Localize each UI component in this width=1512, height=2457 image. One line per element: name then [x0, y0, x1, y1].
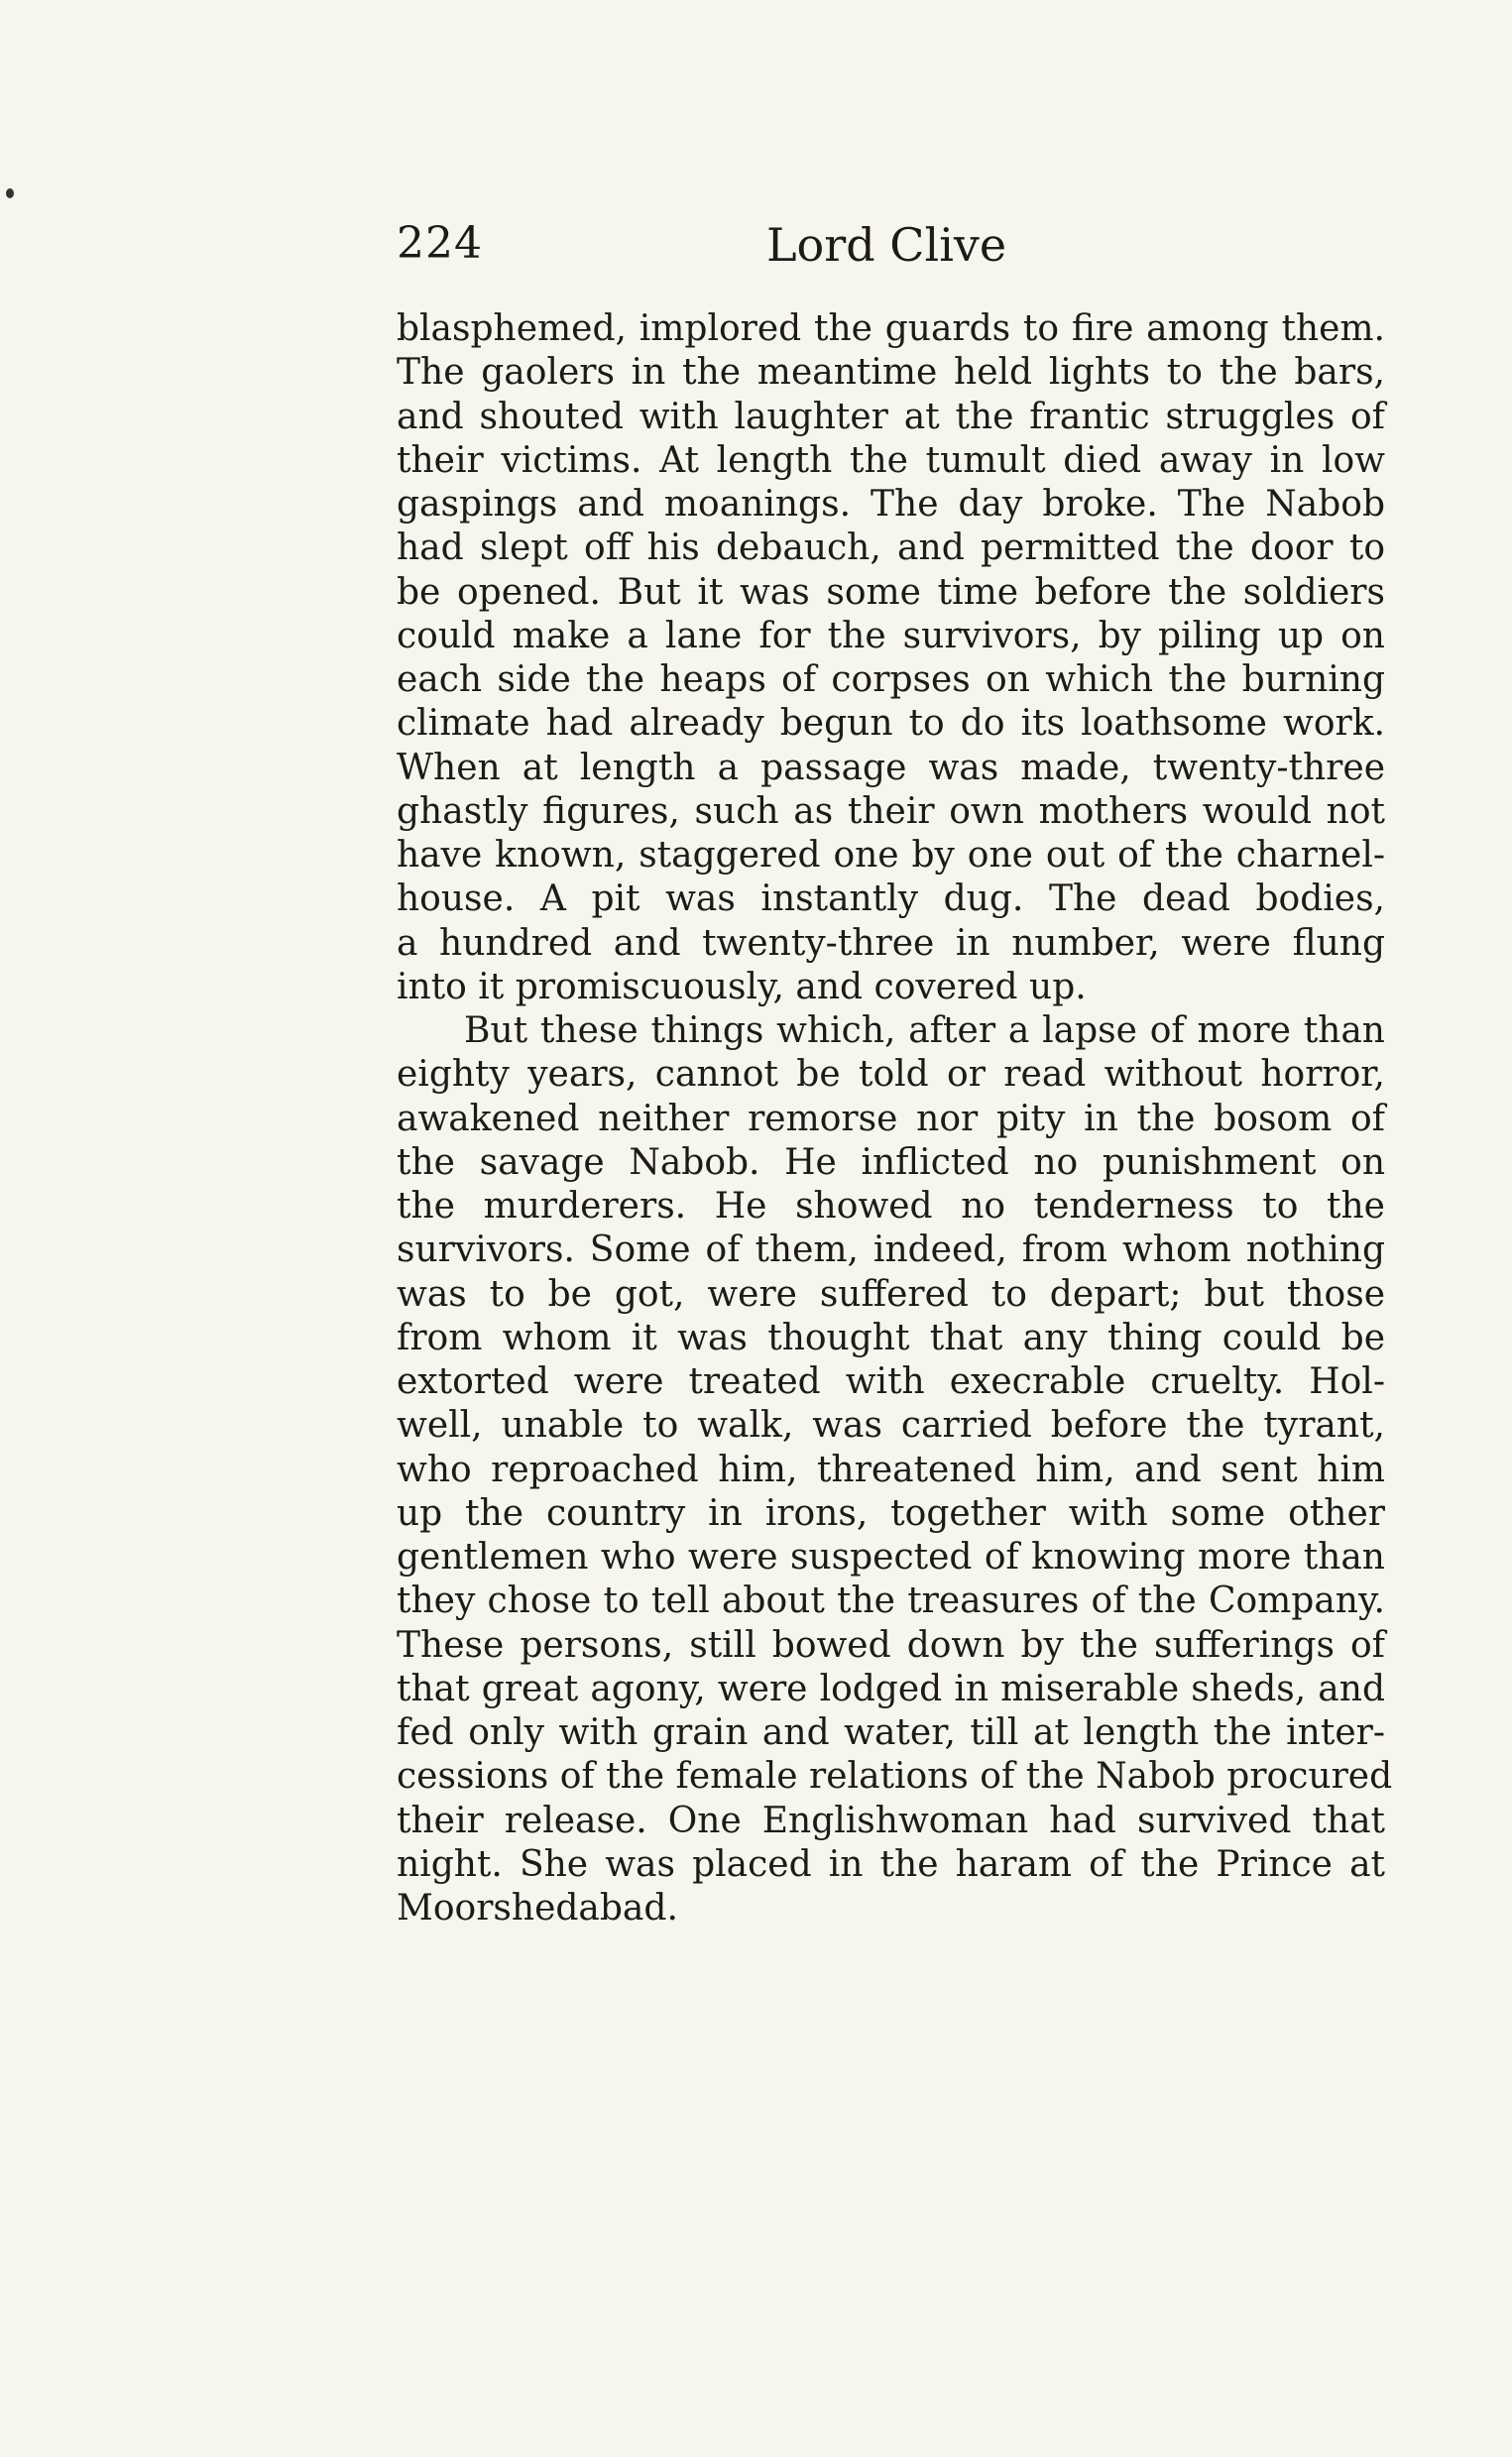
text-line: extorted were treated with execrable cruelty. Hol-: [397, 1361, 1385, 1402]
text-line: up the country in irons, together with some other: [397, 1492, 1385, 1534]
text-line: fed only with grain and water, till at length the inter-: [397, 1712, 1385, 1753]
running-title: Lord Clive: [766, 218, 1007, 272]
text-line: their release. One Englishwoman had survived that: [397, 1800, 1385, 1841]
text-line: and shouted with laughter at the frantic struggles of: [397, 396, 1385, 437]
text-line: each side the heaps of corpses on which the burning: [397, 659, 1385, 700]
text-line: Moorshedabad.: [397, 1888, 678, 1929]
scan-speck: [6, 188, 14, 198]
text-line: cessions of the female relations of the Nabob procured: [397, 1756, 1393, 1798]
text-line: the savage Nabob. He inflicted no punishment on: [397, 1141, 1385, 1183]
text-line: was to be got, were suffered to depart; but those: [397, 1273, 1385, 1315]
text-line: gaspings and moanings. The day broke. The Nabob: [397, 484, 1385, 525]
text-line: night. She was placed in the haram of the Prince at: [397, 1843, 1385, 1885]
page-number: 224: [397, 218, 483, 269]
text-line: well, unable to walk, was carried before the tyrant,: [397, 1405, 1385, 1447]
text-line: survivors. Some of them, indeed, from whom nothing: [397, 1229, 1385, 1271]
text-line: from whom it was thought that any thing could be: [397, 1317, 1385, 1358]
text-line: climate had already begun to do its loathsome work.: [397, 703, 1385, 745]
paragraph: [397, 307, 1385, 1009]
text-line: have known, staggered one by one out of the charnel-: [397, 835, 1385, 876]
text-line: ghastly figures, such as their own mothers would not: [397, 790, 1385, 832]
text-line: could make a lane for the survivors, by piling up on: [397, 615, 1385, 656]
text-line: their victims. At length the tumult died away in low: [397, 439, 1385, 481]
text-line: they chose to tell about the treasures of the Company.: [397, 1580, 1385, 1622]
page-header: [397, 218, 1388, 288]
text-line: These persons, still bowed down by the sufferings of: [397, 1624, 1385, 1666]
text-line: a hundred and twenty-three in number, were flung: [397, 922, 1385, 964]
text-line: the murderers. He showed no tenderness to the: [397, 1186, 1385, 1227]
text-line: be opened. But it was some time before the soldiers: [397, 571, 1385, 613]
text-line: into it promiscuously, and covered up.: [397, 966, 1087, 1007]
text-line: gentlemen who were suspected of knowing more than: [397, 1537, 1385, 1578]
text-line: When at length a passage was made, twenty-three: [397, 747, 1385, 788]
body-text: [397, 307, 1393, 1930]
text-line: awakened neither remorse nor pity in the bosom of: [397, 1098, 1385, 1139]
text-line: The gaolers in the meantime held lights to the bars,: [397, 352, 1385, 394]
text-line: But these things which, after a lapse of more than: [464, 1010, 1385, 1051]
paragraph: [397, 1009, 1393, 1930]
text-line: who reproached him, threatened him, and sent him: [397, 1449, 1385, 1490]
text-line: house. A pit was instantly dug. The dead bodies,: [397, 878, 1385, 920]
text-line: had slept off his debauch, and permitted the door to: [397, 527, 1385, 569]
text-line: eighty years, cannot be told or read without horror,: [397, 1054, 1385, 1096]
text-line: that great agony, were lodged in miserable sheds, and: [397, 1668, 1385, 1709]
text-line: blasphemed, implored the guards to fire among them.: [397, 308, 1385, 349]
